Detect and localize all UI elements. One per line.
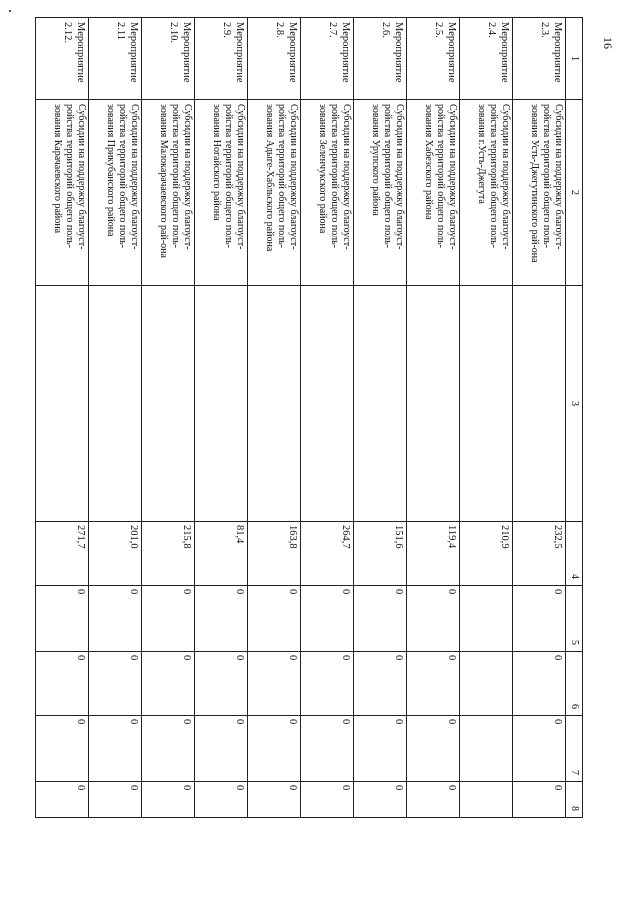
column-3-cell bbox=[195, 286, 248, 522]
column-7-cell: 0 bbox=[354, 716, 407, 782]
column-number-4: 4 bbox=[566, 522, 583, 586]
table-row bbox=[36, 18, 89, 818]
subsidy-description-cell: Субсидии на поддержку благоуст-ройства территорий общего поль-зования Прикубанского района bbox=[89, 100, 142, 286]
column-8-cell: 0 bbox=[36, 782, 89, 818]
column-number-2: 2 bbox=[566, 100, 583, 286]
subsidy-description-cell: Субсидии на поддержку благоуст-ройства территорий общего поль-зования г.Усть-Джегута bbox=[460, 100, 513, 286]
column-7-cell bbox=[460, 716, 513, 782]
rotated-page bbox=[35, 17, 583, 817]
amount-cell: 119,4 bbox=[407, 522, 460, 586]
column-8-cell bbox=[460, 782, 513, 818]
amount-cell: 271,7 bbox=[36, 522, 89, 586]
subsidy-description-cell: Субсидии на поддержку благоуст-ройства территорий общего поль-зования Хабезского района bbox=[407, 100, 460, 286]
column-number-5: 5 bbox=[566, 586, 583, 652]
column-5-cell: 0 bbox=[195, 586, 248, 652]
page-number: 16 bbox=[601, 37, 615, 49]
column-7-cell: 0 bbox=[89, 716, 142, 782]
column-8-cell: 0 bbox=[407, 782, 460, 818]
amount-cell: 151,6 bbox=[354, 522, 407, 586]
column-7-cell: 0 bbox=[301, 716, 354, 782]
column-5-cell: 0 bbox=[407, 586, 460, 652]
column-3-cell bbox=[513, 286, 566, 522]
column-5-cell: 0 bbox=[354, 586, 407, 652]
column-7-cell: 0 bbox=[248, 716, 301, 782]
subsidy-description-cell: Субсидии на поддержку благоуст-ройства территорий общего поль-зования Малокарачаевского рай-она bbox=[142, 100, 195, 286]
column-6-cell: 0 bbox=[36, 652, 89, 716]
subsidy-description-cell: Субсидии на поддержку благоуст-ройства территорий общего поль-зования Карачаевского района bbox=[36, 100, 89, 286]
column-8-cell: 0 bbox=[142, 782, 195, 818]
column-6-cell: 0 bbox=[195, 652, 248, 716]
subsidy-description-cell: Субсидии на поддержку благоуст-ройства территорий общего поль-зования Зеленчукского района bbox=[301, 100, 354, 286]
column-7-cell: 0 bbox=[407, 716, 460, 782]
column-number-7: 7 bbox=[566, 716, 583, 782]
amount-cell: 264,7 bbox=[301, 522, 354, 586]
scan-speck bbox=[9, 10, 11, 12]
column-3-cell bbox=[248, 286, 301, 522]
activity-name-cell: Мероприятие 2.5. bbox=[407, 18, 460, 100]
column-7-cell: 0 bbox=[513, 716, 566, 782]
table-row bbox=[89, 18, 142, 818]
column-6-cell: 0 bbox=[89, 652, 142, 716]
column-5-cell: 0 bbox=[142, 586, 195, 652]
column-6-cell: 0 bbox=[513, 652, 566, 716]
activity-name-cell: Мероприятие 2.6. bbox=[354, 18, 407, 100]
column-6-cell: 0 bbox=[354, 652, 407, 716]
subsidy-description-cell: Субсидии на поддержку благоуст-ройства территорий общего поль-зования Урупского района bbox=[354, 100, 407, 286]
column-7-cell: 0 bbox=[36, 716, 89, 782]
column-6-cell: 0 bbox=[142, 652, 195, 716]
amount-cell: 201,0 bbox=[89, 522, 142, 586]
table-row bbox=[354, 18, 407, 818]
column-8-cell: 0 bbox=[195, 782, 248, 818]
column-number-3: 3 bbox=[566, 286, 583, 522]
column-6-cell bbox=[460, 652, 513, 716]
amount-cell: 163,8 bbox=[248, 522, 301, 586]
column-5-cell: 0 bbox=[513, 586, 566, 652]
activity-name-cell: Мероприятие 2.12. bbox=[36, 18, 89, 100]
table-row bbox=[195, 18, 248, 818]
column-3-cell bbox=[36, 286, 89, 522]
amount-cell: 215,8 bbox=[142, 522, 195, 586]
activity-name-cell: Мероприятие 2.10. bbox=[142, 18, 195, 100]
column-8-cell: 0 bbox=[354, 782, 407, 818]
column-5-cell: 0 bbox=[248, 586, 301, 652]
column-8-cell: 0 bbox=[513, 782, 566, 818]
column-7-cell: 0 bbox=[142, 716, 195, 782]
table-row bbox=[460, 18, 513, 818]
table-row bbox=[248, 18, 301, 818]
activity-name-cell: Мероприятие 2.9. bbox=[195, 18, 248, 100]
column-7-cell: 0 bbox=[195, 716, 248, 782]
table-row bbox=[407, 18, 460, 818]
column-8-cell: 0 bbox=[301, 782, 354, 818]
amount-cell: 210,9 bbox=[460, 522, 513, 586]
column-3-cell bbox=[460, 286, 513, 522]
column-3-cell bbox=[407, 286, 460, 522]
program-table bbox=[35, 17, 583, 818]
header-row bbox=[566, 18, 583, 818]
column-3-cell bbox=[354, 286, 407, 522]
table-row bbox=[142, 18, 195, 818]
subsidy-description-cell: Субсидии на поддержку благоуст-ройства территорий общего поль-зования Усть-Джегутинского рай-она bbox=[513, 100, 566, 286]
column-3-cell bbox=[301, 286, 354, 522]
activity-name-cell: Мероприятие 2.4. bbox=[460, 18, 513, 100]
column-number-8: 8 bbox=[566, 782, 583, 818]
column-6-cell: 0 bbox=[407, 652, 460, 716]
activity-name-cell: Мероприятие 2.11 bbox=[89, 18, 142, 100]
amount-cell: 232,5 bbox=[513, 522, 566, 586]
table-row bbox=[513, 18, 566, 818]
column-3-cell bbox=[142, 286, 195, 522]
activity-name-cell: Мероприятие 2.7. bbox=[301, 18, 354, 100]
column-3-cell bbox=[89, 286, 142, 522]
column-8-cell: 0 bbox=[248, 782, 301, 818]
table-row bbox=[301, 18, 354, 818]
column-5-cell: 0 bbox=[89, 586, 142, 652]
amount-cell: 81,4 bbox=[195, 522, 248, 586]
activity-name-cell: Мероприятие 2.8. bbox=[248, 18, 301, 100]
table-body bbox=[36, 18, 566, 818]
column-5-cell: 0 bbox=[36, 586, 89, 652]
subsidy-description-cell: Субсидии на поддержку благоуст-ройства территорий общего поль-зования Ногайского района bbox=[195, 100, 248, 286]
column-number-1: 1 bbox=[566, 18, 583, 100]
column-number-6: 6 bbox=[566, 652, 583, 716]
activity-name-cell: Мероприятие 2.3. bbox=[513, 18, 566, 100]
column-6-cell: 0 bbox=[248, 652, 301, 716]
column-8-cell: 0 bbox=[89, 782, 142, 818]
column-5-cell: 0 bbox=[301, 586, 354, 652]
subsidy-description-cell: Субсидии на поддержку благоуст-ройства территорий общего поль-зования Адыге-Хабльского района bbox=[248, 100, 301, 286]
column-6-cell: 0 bbox=[301, 652, 354, 716]
column-5-cell bbox=[460, 586, 513, 652]
